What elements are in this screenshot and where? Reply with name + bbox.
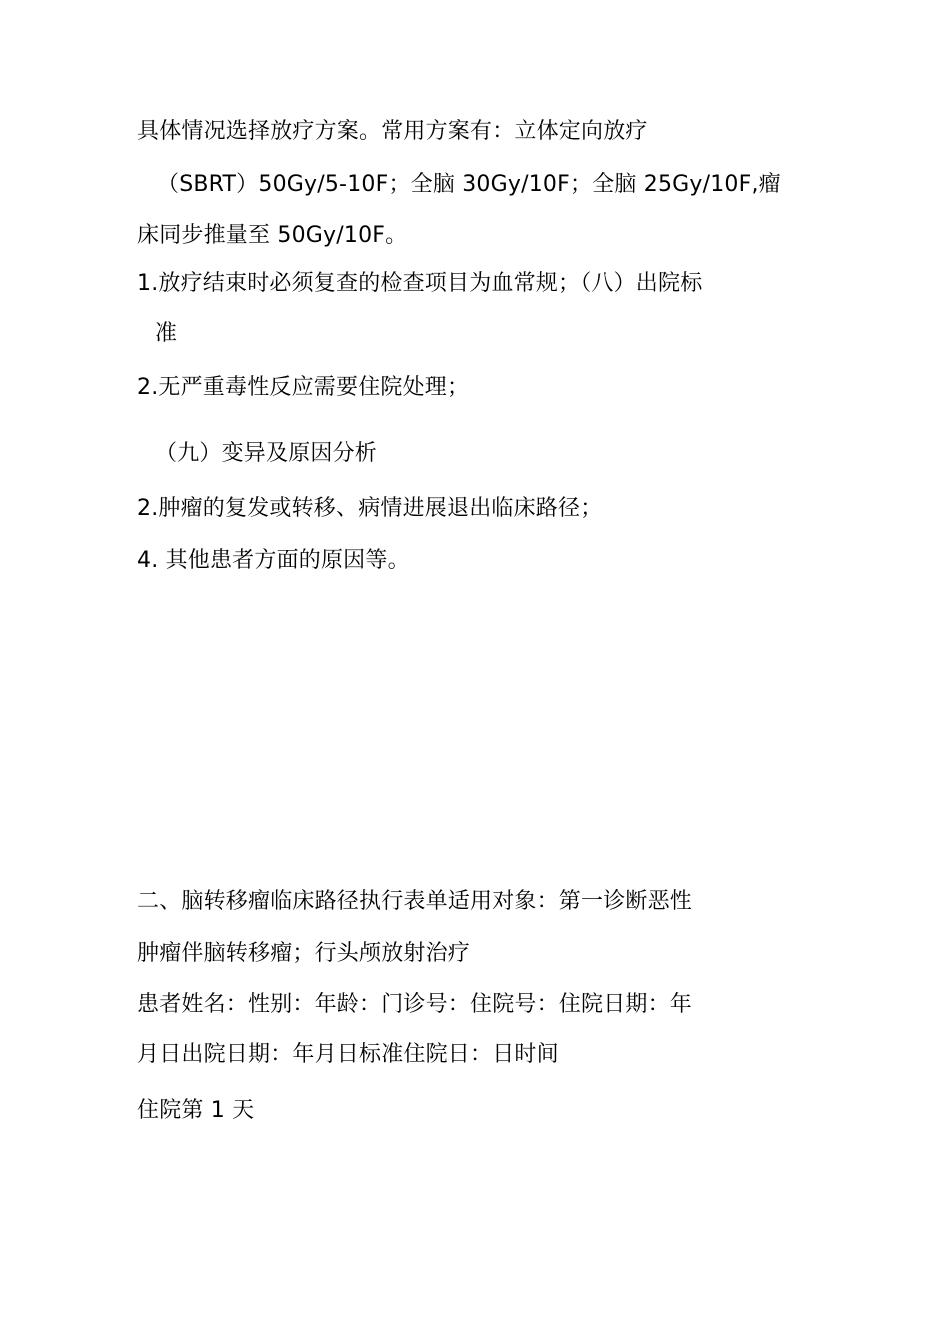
patient-info-line: 患者姓名：性别：年龄：门诊号：住院号：住院日期：年 xyxy=(137,992,693,1017)
list-item: 2.肿瘤的复发或转移、病情进展退出临床路径； xyxy=(137,496,603,521)
patient-info-line: 月日出院日期：年月日标准住院日：日时间 xyxy=(137,1042,559,1067)
section-heading: （九）变异及原因分析 xyxy=(155,441,378,466)
paragraph-line: （SBRT）50Gy/5-10F；全脑 30Gy/10F；全脑 25Gy/10F,瘤 xyxy=(157,172,781,197)
list-item-continuation: 准 xyxy=(155,321,178,346)
paragraph-line: 具体情况选择放疗方案。常用方案有：立体定向放疗 xyxy=(137,119,648,144)
paragraph-line: 床同步推量至 50Gy/10F。 xyxy=(137,223,408,248)
section-title: 肿瘤伴脑转移瘤；行头颅放射治疗 xyxy=(137,941,471,966)
list-item: 2.无严重毒性反应需要住院处理； xyxy=(137,375,470,400)
section-title: 二、脑转移瘤临床路径执行表单适用对象：第一诊断恶性 xyxy=(137,889,693,914)
list-item: 1.放疗结束时必须复查的检查项目为血常规；（八）出院标 xyxy=(137,271,703,296)
list-item: 4. 其他患者方面的原因等。 xyxy=(137,548,410,573)
day-label: 住院第 1 天 xyxy=(137,1098,255,1123)
